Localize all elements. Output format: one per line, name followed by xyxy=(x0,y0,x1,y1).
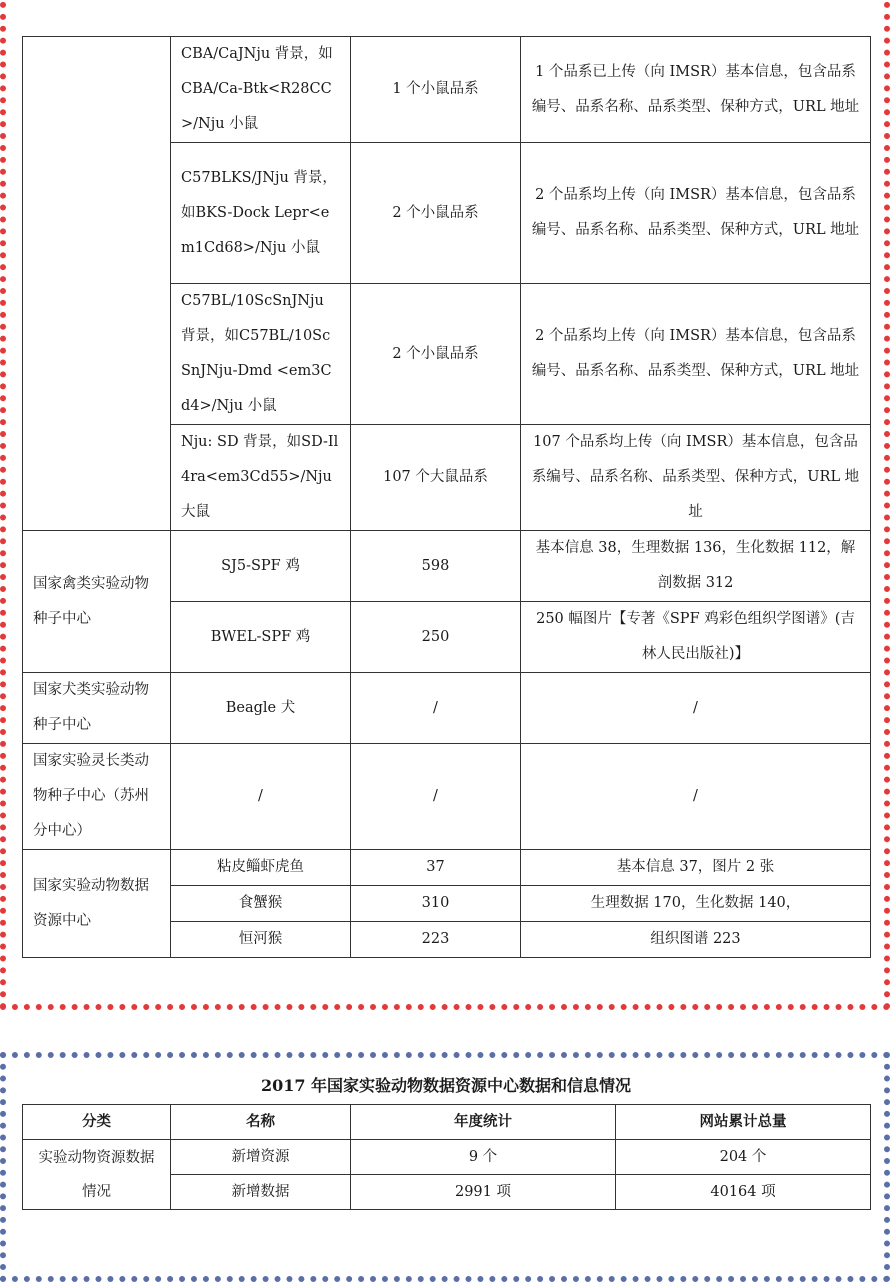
count-cell: 598 xyxy=(351,531,521,602)
count-cell: 310 xyxy=(351,886,521,922)
strain-cell: Beagle 犬 xyxy=(171,673,351,744)
strain-cell: / xyxy=(171,744,351,850)
info-cell: / xyxy=(521,673,871,744)
count-cell: 37 xyxy=(351,850,521,886)
table-header-row xyxy=(23,1105,871,1140)
count-cell: 1 个小鼠品系 xyxy=(351,37,521,143)
strain-cell: CBA/CaJNju 背景，如CBA/Ca-Btk<R28CC>/Nju 小鼠 xyxy=(171,37,351,143)
count-cell: / xyxy=(351,673,521,744)
strain-cell: Nju: SD 背景，如SD-Il4ra<em3Cd55>/Nju 大鼠 xyxy=(171,425,351,531)
strain-cell: BWEL-SPF 鸡 xyxy=(171,602,351,673)
count-cell: 223 xyxy=(351,922,521,958)
resource-table xyxy=(22,36,871,958)
table-row xyxy=(23,1140,871,1175)
column-header: 年度统计 xyxy=(351,1105,616,1140)
table-row xyxy=(23,531,871,602)
count-cell: 250 xyxy=(351,602,521,673)
total-cell: 204 个 xyxy=(616,1140,871,1175)
table-row xyxy=(23,850,871,886)
summary-table xyxy=(22,1104,871,1210)
table-title: 2017 年国家实验动物数据资源中心数据和信息情况 xyxy=(260,1076,632,1095)
info-cell: 107 个品系均上传（向 IMSR）基本信息，包含品系编号、品系名称、品系类型、保种方式，URL 地址 xyxy=(521,425,871,531)
count-cell: 2 个小鼠品系 xyxy=(351,143,521,284)
center-name-cell: 国家犬类实验动物种子中心 xyxy=(23,673,171,744)
annual-cell: 9 个 xyxy=(351,1140,616,1175)
center-name-cell: 国家实验动物数据资源中心 xyxy=(23,850,171,958)
info-cell: 基本信息 37，图片 2 张 xyxy=(521,850,871,886)
strain-cell: 粘皮鲻虾虎鱼 xyxy=(171,850,351,886)
column-header: 网站累计总量 xyxy=(616,1105,871,1140)
center-name-cell: 国家实验灵长类动物种子中心（苏州分中心） xyxy=(23,744,171,850)
column-header: 名称 xyxy=(171,1105,351,1140)
info-cell: 2 个品系均上传（向 IMSR）基本信息，包含品系编号、品系名称、品系类型、保种方式，URL 地址 xyxy=(521,284,871,425)
strain-cell: 食蟹猴 xyxy=(171,886,351,922)
info-cell: / xyxy=(521,744,871,850)
info-cell: 生理数据 170，生化数据 140， xyxy=(521,886,871,922)
total-cell: 40164 项 xyxy=(616,1175,871,1210)
count-cell: 2 个小鼠品系 xyxy=(351,284,521,425)
name-cell: 新增数据 xyxy=(171,1175,351,1210)
info-cell: 250 幅图片【专著《SPF 鸡彩色组织学图谱》(吉林人民出版社)】 xyxy=(521,602,871,673)
name-cell: 新增资源 xyxy=(171,1140,351,1175)
empty-center-cell xyxy=(23,37,171,531)
info-cell: 基本信息 38，生理数据 136，生化数据 112，解剖数据 312 xyxy=(521,531,871,602)
table-row xyxy=(23,744,871,850)
strain-cell: 恒河猴 xyxy=(171,922,351,958)
count-cell: 107 个大鼠品系 xyxy=(351,425,521,531)
column-header: 分类 xyxy=(23,1105,171,1140)
center-name-cell: 国家禽类实验动物种子中心 xyxy=(23,531,171,673)
table-row xyxy=(23,673,871,744)
strain-cell: C57BLKS/JNju 背景，如BKS-Dock Lepr<em1Cd68>/Nju 小鼠 xyxy=(171,143,351,284)
strain-cell: C57BL/10ScSnJNju 背景，如C57BL/10ScSnJNju-Dmd <em3Cd4>/Nju 小鼠 xyxy=(171,284,351,425)
info-cell: 组织图谱 223 xyxy=(521,922,871,958)
category-cell: 实验动物资源数据情况 xyxy=(23,1140,171,1210)
info-cell: 2 个品系均上传（向 IMSR）基本信息，包含品系编号、品系名称、品系类型、保种方式，URL 地址 xyxy=(521,143,871,284)
table-row xyxy=(23,37,871,143)
annual-cell: 2991 项 xyxy=(351,1175,616,1210)
info-cell: 1 个品系已上传（向 IMSR）基本信息，包含品系编号、品系名称、品系类型、保种方式，URL 地址 xyxy=(521,37,871,143)
count-cell: / xyxy=(351,744,521,850)
strain-cell: SJ5-SPF 鸡 xyxy=(171,531,351,602)
